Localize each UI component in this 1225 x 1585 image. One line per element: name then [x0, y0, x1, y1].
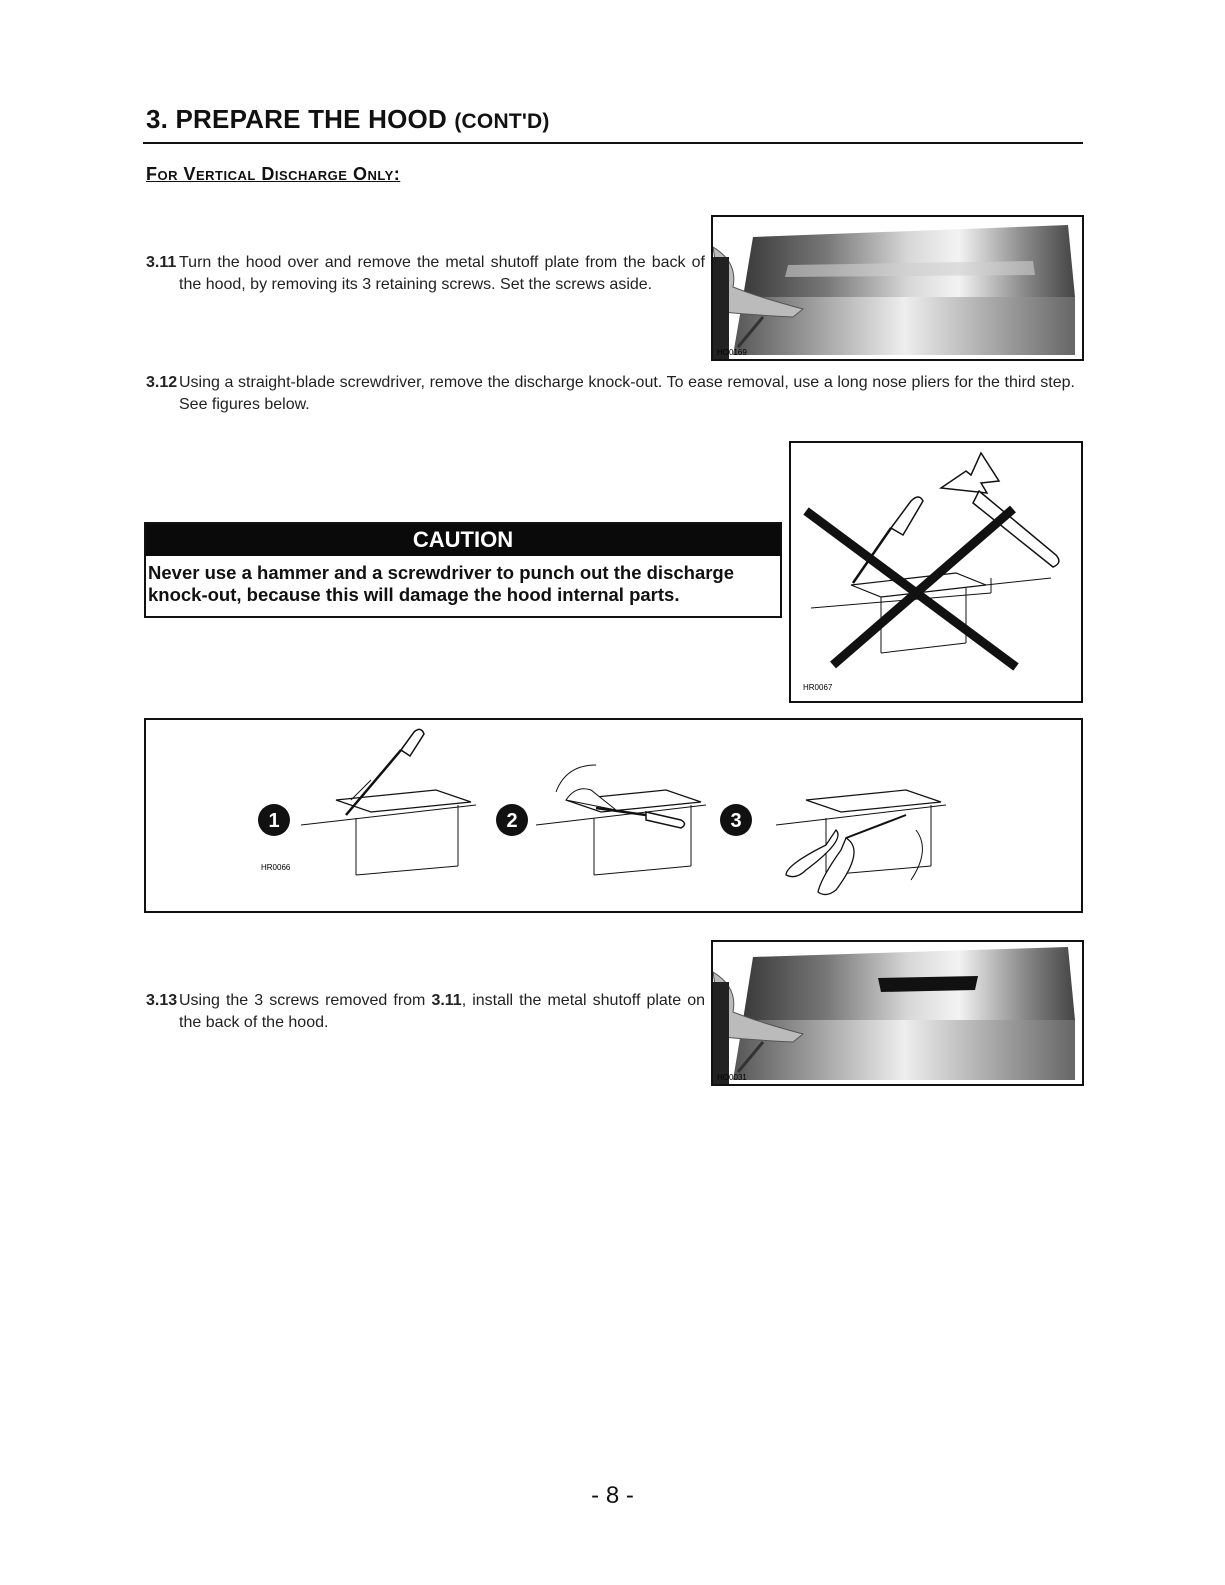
page-heading — [146, 104, 550, 135]
no-hammer-illustration — [791, 443, 1081, 701]
caution-title: CAUTION — [146, 524, 780, 556]
step-1-drawing — [258, 729, 476, 875]
hood-photo-reinstall-plate — [711, 940, 1084, 1086]
caution-box — [144, 522, 782, 618]
step-reference: 3.11 — [431, 992, 462, 1009]
step-3-label: 3 — [730, 810, 742, 832]
step-1-label: 1 — [268, 810, 280, 832]
step-text: Using a straight-blade screwdriver, remove the discharge knock-out. To ease removal, use a long nose pliers for the third step. See figures below. — [179, 374, 1075, 413]
page-number: - 8 - — [591, 1482, 634, 1509]
figure-id: HO0169 — [717, 348, 747, 357]
heading-suffix: (CONT'D) — [454, 110, 550, 133]
step-number: 3.11 — [146, 254, 177, 271]
step-3-drawing — [720, 790, 946, 895]
figure-id: HR0066 — [261, 863, 291, 872]
figure-id: HR0067 — [803, 683, 833, 692]
step-text-before: Using the 3 screws removed from — [179, 992, 432, 1009]
hood-photo-illustration — [713, 942, 1082, 1084]
hood-photo-illustration — [713, 217, 1082, 359]
subheading: For Vertical Discharge Only: — [146, 164, 401, 184]
knockout-steps-figure — [144, 718, 1083, 913]
step-3-12 — [146, 372, 1076, 420]
figure-id: HO0031 — [717, 1073, 747, 1082]
hood-photo-shutoff-plate — [711, 215, 1084, 361]
step-3-11 — [146, 252, 706, 322]
no-hammer-figure — [789, 441, 1083, 703]
heading-main: 3. PREPARE THE HOOD — [146, 104, 447, 134]
step-number: 3.12 — [146, 374, 178, 391]
heading-rule — [143, 142, 1083, 144]
step-text: Turn the hood over and remove the metal shutoff plate from the back of the hood, by removing its 3 retaining screws. Set the screws aside. — [179, 254, 705, 293]
caution-text: Never use a hammer and a screwdriver to punch out the discharge knock-out, because this will damage the hood internal parts. — [148, 562, 735, 605]
step-2-drawing — [496, 765, 706, 875]
step-text-after: , install the metal shutoff plate on the back of the hood. — [179, 992, 706, 1031]
step-text — [179, 990, 705, 1034]
step-number: 3.13 — [146, 992, 178, 1009]
step-2-label: 2 — [506, 810, 518, 832]
knockout-steps-illustration — [146, 720, 1081, 911]
step-3-13 — [146, 990, 706, 1038]
